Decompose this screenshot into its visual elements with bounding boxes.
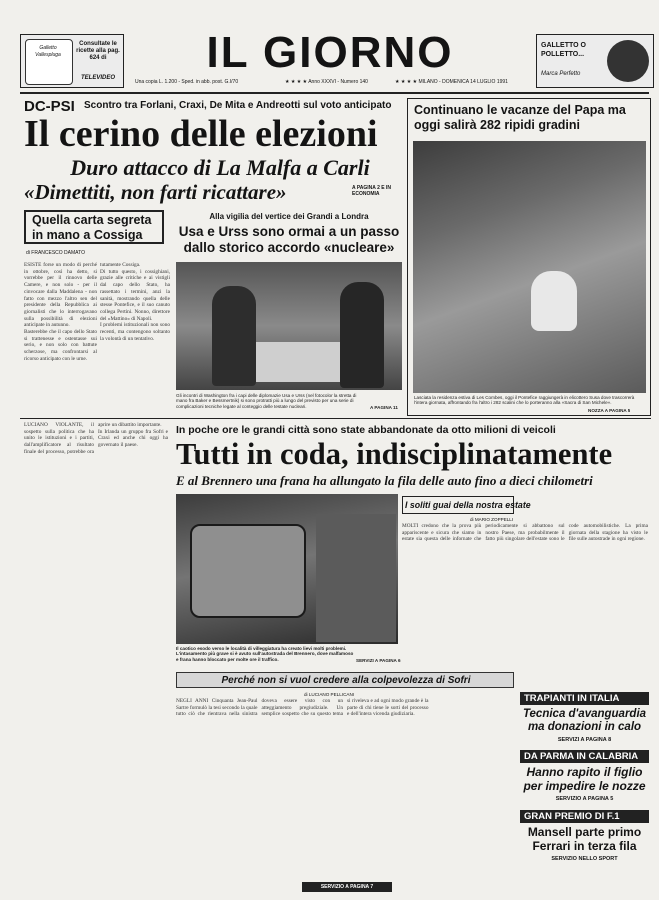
pope-figure [531, 271, 577, 331]
sidebar-item2-ref: SERVIZIO A PAGINA 5 [555, 796, 614, 802]
masthead-rule [20, 92, 649, 94]
traffic-headline: Tutti in coda, indisciplinatamente [176, 437, 613, 471]
sidebar-item1-ref: SERVIZI A PAGINA 8 [557, 737, 612, 743]
sidebar-item3-title: Mansell parte primo Ferrari in terza fila [527, 825, 642, 853]
pope-box [407, 98, 651, 416]
sidebar-item3-ref: SERVIZIO NELLO SPORT [551, 856, 618, 862]
lead-ref: A PAGINA 2 E IN ECONOMIA [352, 185, 391, 197]
right-promo-box [536, 34, 654, 88]
sofri-headline-bar [176, 672, 514, 688]
perfetto-logo [607, 40, 649, 82]
summit-kicker: Alla vigilia del vertice dei Grandi a Londra [209, 212, 369, 221]
sidebar-item3-header: GRAN PREMIO DI F.1 [524, 811, 620, 822]
traffic-caption: Il caotico esodo verso le località di villeggiatura ha creato lievi molti problemi. L'intasamento più grave si è avuto sull'autostrada del Brennero, dove malfamoso e frana hanno bloccato per molte ore il traffico. [176, 646, 354, 662]
summit-table [256, 342, 340, 382]
left-bottom-text: LUCIANO VIOLANTE, il sospetto sulla politica che ha unito le istituzioni e i partiti, dall'amplificatore al risultato finale del processo, potrebbe ora aprire un dibattito importante. In Irlanda un gruppo fra Sofri e Craxi ed anche chi oggi ha governato il paese. [24, 422, 168, 455]
masthead-issue: ★ ★ ★ ★ Anno XXXVI - Numero 140 [285, 79, 368, 85]
sidebar-item2-header-bar [520, 750, 649, 763]
top-section-rule [20, 418, 651, 419]
pope-caption: Lasciata la residenza estiva di Les Combes, oggi il Pontefice raggiungerà in elicottero Susa dove trascorrerà l'intera giornata, affrontando fra l'altro i 282 scalini che lo porteranno alla «Sacra di San Michele». [414, 395, 635, 406]
cossiga-headline: Quella carta segreta in mano a Cossiga [32, 213, 152, 242]
traffic-ref: SERVIZI A PAGINA 6 [356, 658, 401, 663]
summit-photo [176, 262, 402, 390]
masthead-title: IL GIORNO [206, 28, 454, 77]
right-promo-text: GALLETTO O POLLETTO... [541, 42, 586, 58]
lead-kicker: Scontro tra Forlani, Craxi, De Mita e Andreotti sul voto anticipato [84, 100, 392, 111]
traffic-byline: di MARIO ZOPPELLI [470, 517, 514, 522]
summit-caption: Gli incontri di Washington fra i capi delle diplomazie Usa e Urss (nel fotocolor la stretta di mano fra Baker e Bessmertnik) si sono protratti più a lungo del previsto per una serie di complicazioni tecniche legate al conteggio delle testate nucleari. [176, 393, 357, 409]
sidebar-item1-header-bar [520, 692, 649, 705]
lead-subhead-1: Duro attacco di La Malfa a Carli [70, 155, 370, 180]
sidebar-item2-title: Hanno rapito il figlio per impedire le nozze [523, 765, 646, 793]
traffic-subhead: E al Brennero una frana ha allungato la fila delle auto fino a dieci chilometri [176, 473, 593, 488]
traffic-kicker: In poche ore le grandi città sono state abbandonate da otto milioni di veicoli [176, 424, 556, 436]
sofri-text: NEGLI ANNI Cinquanta Jean-Paul Sartre formulò la tesi secondo la quale tutto ciò che rientrava nella sinistra doveva essere visto con un atteggiamento pregiudiziale. Un semplice sospetto che su questo tema si riveleva e ad ogni modo grande è la parte di chi tiene le sorti del processo e dell'intera vicenda giudiziaria. [176, 698, 429, 718]
left-promo-brand: Galletto Vallespluga [35, 45, 61, 58]
masthead-price: Una copia L. 1.200 - Sped. in abb. post. G.I/70 [135, 79, 239, 85]
traffic-box-title: I soliti guai della nostra estate [405, 500, 531, 510]
sidebar-item1-title: Tecnica d'avanguardia ma donazioni in calo [522, 708, 647, 733]
sofri-ref: SERVIZIO A PAGINA 7 [320, 884, 374, 890]
summit-figure-right [340, 282, 384, 388]
cossiga-headline-box [24, 210, 164, 244]
summit-headline: Usa e Urss sono ormai a un passo dallo storico accordo «nucleare» [178, 224, 400, 255]
sidebar-item3-header-bar [520, 810, 649, 823]
summit-ref: A PAGINA 11 [370, 405, 398, 410]
traffic-rocks [316, 514, 396, 642]
left-promo-tv: TELEVIDEO [80, 75, 115, 81]
traffic-box [402, 496, 531, 514]
masthead-info-bar [135, 78, 527, 87]
sidebar-item2-header: DA PARMA IN CALABRIA [524, 751, 639, 762]
masthead-date: ★ ★ ★ ★ MILANO - DOMENICA 14 LUGLIO 1991 [395, 79, 508, 85]
traffic-photo [176, 494, 398, 644]
sidebar-item1-header: TRAPIANTI IN ITALIA [524, 693, 620, 704]
right-promo-brand: Marca Perfetto [541, 71, 581, 77]
left-promo-box [20, 34, 124, 88]
lead-headline: Il cerino delle elezioni [24, 113, 378, 155]
lead-tag: DC-PSI [24, 98, 75, 115]
pope-headline: Continuano le vacanze del Papa ma oggi salirà 282 ripidi gradini [414, 103, 626, 132]
cossiga-col1: ESISTE forse un modo di perché in ottobre, così ha detto, si vorrebbe per il rinnovo delle Camere, e non solo - per il cinvocare dalla Maddalena - non fatto con mezzo l'altro sen del presidente della Repubblica ai giornalisti che lo interrogavano sulla possibilità di elezioni anticipate in autunno. Basterebbe che il capo dello Stato si trattenesse e ostentasse sui serio, e non solo con battute scherzose, ma confrontarsi al ricorso anticipato con le urne. [24, 262, 97, 362]
cossiga-byline: di FRANCESCO DAMATO [26, 250, 85, 256]
sofri-headline: Perché non si vuol credere alla colpevolezza di Sofri [221, 675, 471, 686]
summit-figure-left [212, 286, 256, 386]
pope-photo [413, 141, 646, 393]
traffic-text: MOLTI credono che la prova più appariscente e sicura che siamo in estate sia questa delle infornate che periodicamente si abbattono sul nostro Paese, ma probabilmente il fatto più singolare dell'estate sono le code automobilistiche. La prima giornata della stagione ha visto le file sulle autostrade in ogni regione. [402, 523, 648, 543]
cossiga-col2: tutamente Cossiga. Di tutto questo, i cossighiani, grazie alle critiche e ai vistigli dal capo dello Stato, ha rassettato i termini, anzi la sanità, mostrando quella delle stesse Pontefice, e il suo canuto collega Pertini. Nonno, direttore del «Mattino» di Napoli. I problemi istituzionali non sono recenti, ma contengono soltanto la volontà di un tentativo. [100, 262, 170, 342]
pope-ref: NOZZA A PAGINA 5 [588, 408, 631, 413]
sofri-ref-bar [302, 882, 392, 892]
left-promo-text: Consultate le ricette alla pag. 624 di [76, 41, 120, 61]
lead-subhead-2: «Dimettiti, non farti ricattare» [24, 180, 287, 204]
sofri-byline: di LUCIANO PELLICANI [304, 692, 355, 697]
traffic-car [190, 524, 306, 618]
